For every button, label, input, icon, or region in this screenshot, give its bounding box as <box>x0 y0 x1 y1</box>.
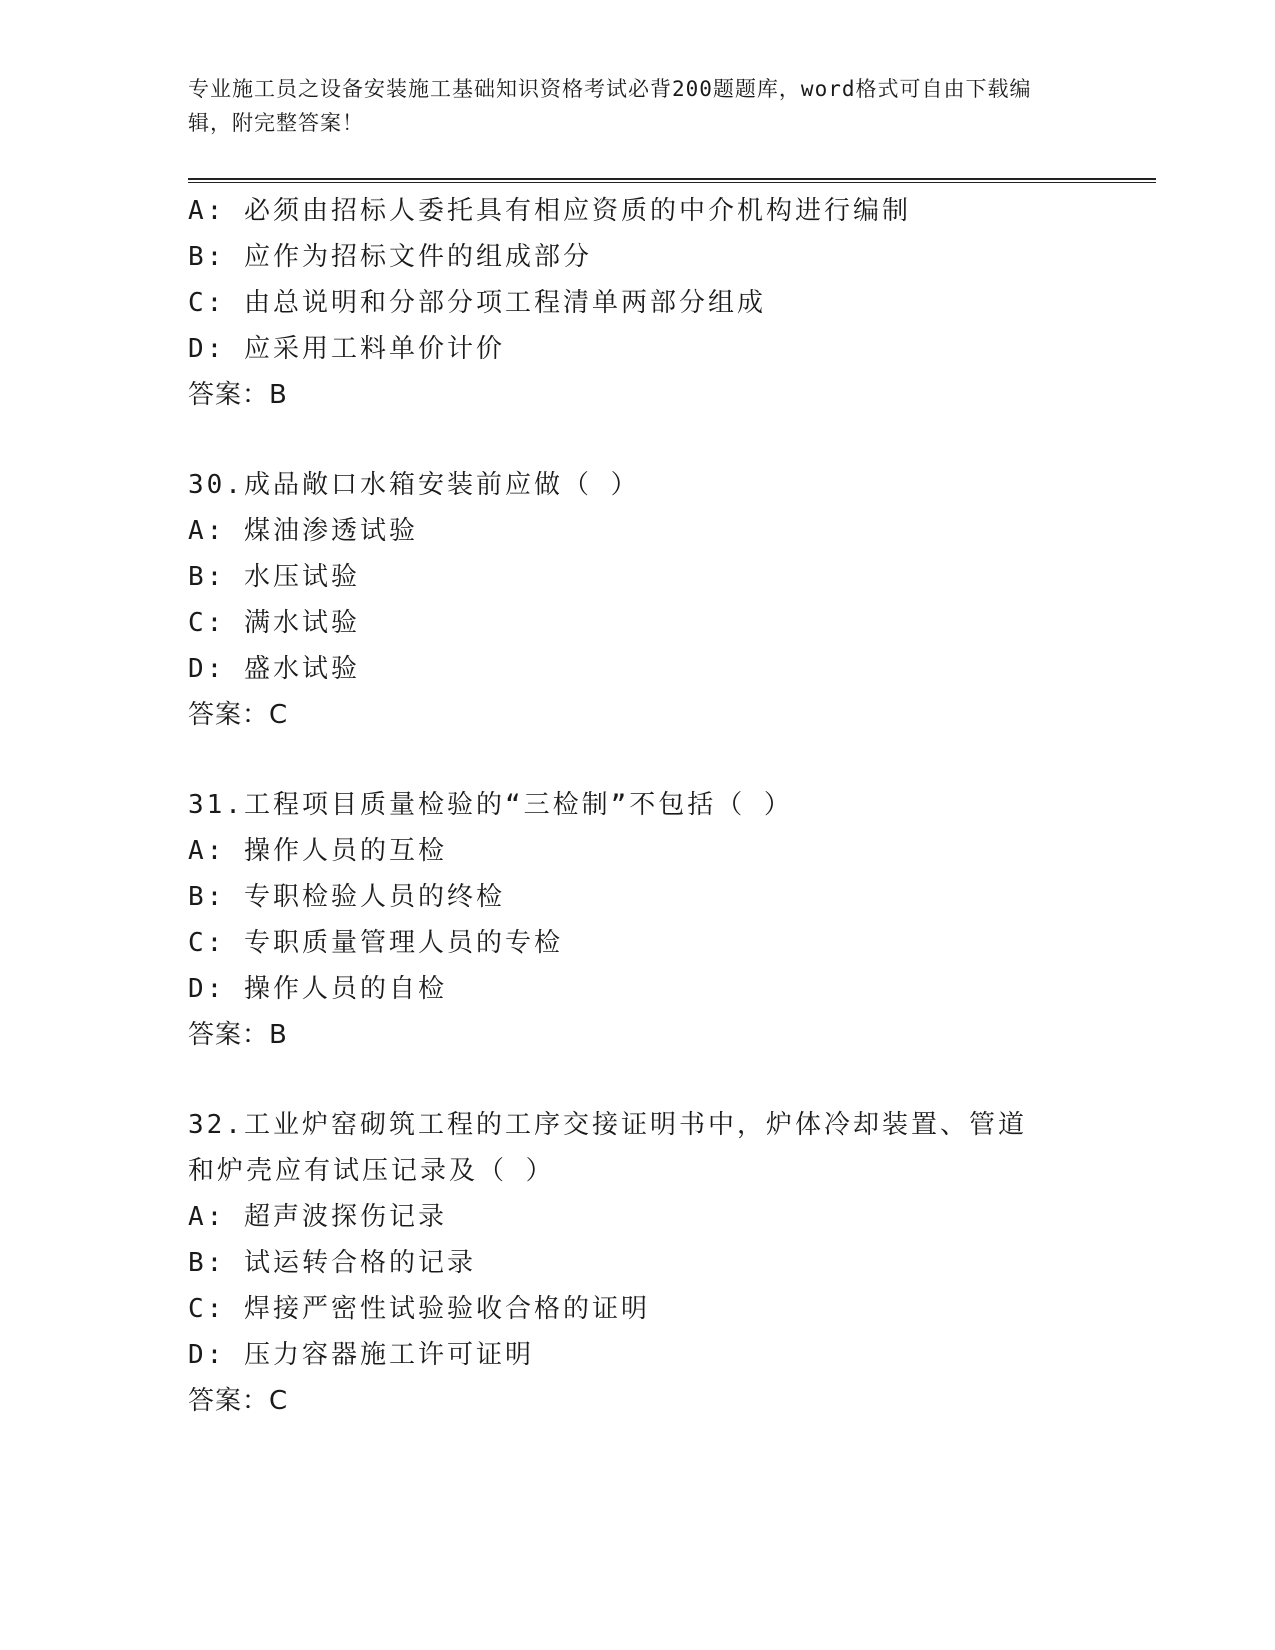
header-divider <box>188 178 1156 183</box>
option-a: A: 煤油渗透试验 <box>188 516 418 546</box>
question-text: 32.工业炉窑砌筑工程的工序交接证明书中，炉体冷却装置、管道和炉壳应有试压记录及（ ） <box>188 1110 1027 1186</box>
option-c: C: 专职质量管理人员的专检 <box>188 928 563 958</box>
option-b: B: 水压试验 <box>188 562 360 592</box>
option-c: C: 满水试验 <box>188 608 360 638</box>
option-d: D: 操作人员的自检 <box>188 974 447 1004</box>
option-a: A: 操作人员的互检 <box>188 836 447 866</box>
option-b: B: 应作为招标文件的组成部分 <box>188 242 592 272</box>
answer-line: 答案：B <box>188 380 288 410</box>
option-b: B: 专职检验人员的终检 <box>188 882 505 912</box>
question-text: 31.工程项目质量检验的“三检制”不包括（ ） <box>188 790 793 820</box>
answer-line: 答案：C <box>188 1386 289 1416</box>
question-fragment <box>188 188 1148 418</box>
option-d: D: 应采用工料单价计价 <box>188 334 505 364</box>
option-c: C: 由总说明和分部分项工程清单两部分组成 <box>188 288 766 318</box>
option-d: D: 压力容器施工许可证明 <box>188 1340 534 1370</box>
question-32 <box>188 1102 1148 1424</box>
question-31 <box>188 782 1148 1058</box>
option-a: A: 必须由招标人委托具有相应资质的中介机构进行编制 <box>188 196 911 226</box>
option-c: C: 焊接严密性试验验收合格的证明 <box>188 1294 650 1324</box>
question-text: 30.成品敞口水箱安装前应做（ ） <box>188 470 640 500</box>
option-a: A: 超声波探伤记录 <box>188 1202 447 1232</box>
question-30 <box>188 462 1148 738</box>
question-list <box>188 188 1148 1424</box>
option-d: D: 盛水试验 <box>188 654 360 684</box>
document-header: 专业施工员之设备安装施工基础知识资格考试必背200题题库，word格式可自由下载编辑，附完整答案！ <box>188 77 1032 135</box>
answer-line: 答案：C <box>188 700 289 730</box>
option-b: B: 试运转合格的记录 <box>188 1248 476 1278</box>
answer-line: 答案：B <box>188 1020 288 1050</box>
